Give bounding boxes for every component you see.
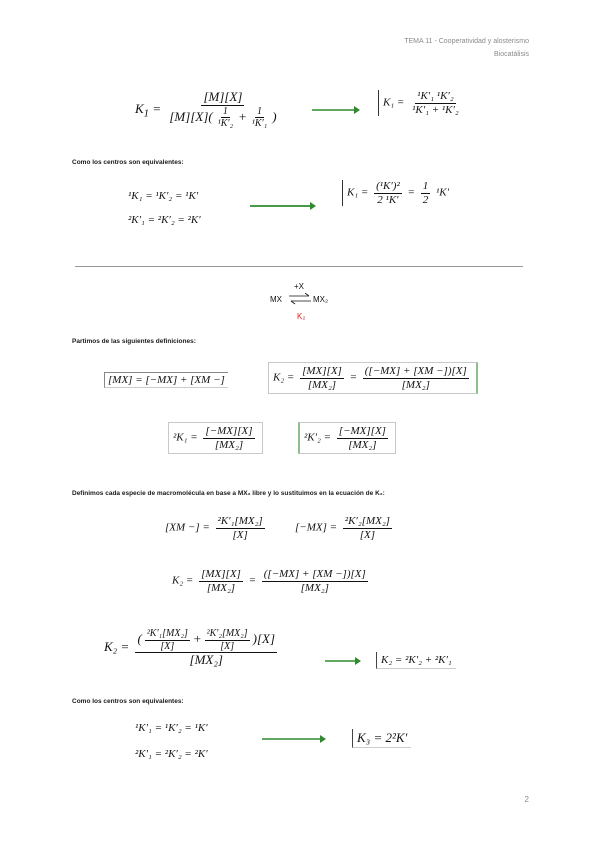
k2-expanded-equation: K₂ = ( $\frac{\text{²K′₁[MX₂]}}{[X]}$ + $\frac{\text{²K′₂[MX₂]}}{[X]}$ )[X] [MX₂] — [104, 628, 276, 667]
header-title: TEMA 11 - Cooperatividad y alosterismo — [404, 38, 529, 45]
k3-result-box: K₃ = 2²K′ — [352, 729, 411, 748]
reaction-constant: K₂ — [297, 312, 306, 321]
mx-species-equation: [−MX] = $\frac{\text{²K′₂[MX₂]}}{[X]}$ — [295, 515, 390, 541]
reaction-left: MX — [270, 295, 282, 304]
k1-fraction: [M][X] [M][X]( $\frac{1}{\text{¹K′₂}}$ + $\frac{1}{\text{¹K′₁}}$ ) — [169, 89, 277, 130]
k1-result-box: K₁ = $\frac{\text{¹K′₁ ¹K′₂}}{\text{¹K′₁ + ¹K′₂}}$ — [378, 90, 464, 116]
final-equivalence-line-2: ²K′₁ = ²K′₂ = ²K′ — [135, 748, 208, 760]
k1-equivalent-result-box: K₁ = $\frac{\text{(¹K′)²}}{\text{2 ¹K′}}$ = $\frac{1}{2}$ ¹K′ — [342, 180, 449, 206]
header-subtitle: Biocatálisis — [493, 51, 529, 58]
reaction-right: MX₂ — [313, 295, 329, 304]
reaction-reagent: +X — [294, 282, 305, 291]
text-definitions: Partimos de las siguientes definiciones: — [72, 338, 196, 345]
arrow-right-icon — [250, 199, 316, 213]
k2-substitution-equation: K₂ = $\frac{[MX][X]}{\text{[MX₂]}}$ = $\frac{([-MX] + [XM -])[X]}{\text{[MX₂]}}$ — [172, 568, 366, 594]
text-species-definition: Definimos cada especie de macromolécula en base a MX₂ libre y lo sustituimos en la ecuación de K₂: — [72, 490, 385, 497]
equilibrium-arrows-icon — [289, 293, 311, 305]
section-divider — [75, 266, 523, 267]
text-equivalent-centers-2: Como los centros son equivalentes: — [72, 698, 184, 705]
final-equivalence-line-1: ¹K′₁ = ¹K′₂ = ¹K′ — [135, 722, 208, 734]
arrow-right-icon — [312, 103, 360, 117]
equation-k1-general: $K_1$ = [M][X] [M][X]( $\frac{1}{\text{¹K′₂}}$ + $\frac{1}{\text{¹K′₁}}$ ) — [135, 89, 277, 130]
k2-result-box: K₂ = ²K′₂ + ²K′₁ — [376, 652, 456, 669]
equivalence-line-1: ¹K₁ = ¹K′₂ = ¹K′ — [128, 190, 199, 202]
equivalence-line-2: ²K′₁ = ²K′₂ = ²K′ — [128, 214, 201, 226]
text-equivalent-centers-1: Como los centros son equivalentes: — [72, 159, 184, 166]
k1-prime-definition-box: ²K₁ = $\frac{[-MX][X]}{\text{[MX₂]}}$ — [168, 422, 263, 454]
k2-definition-box: K₂ = $\frac{[MX][X]}{\text{[MX₂]}}$ = $\frac{([-MX] + [XM -])[X]}{\text{[MX₂]}}$ — [268, 362, 478, 394]
xm-species-equation: [XM −] = $\frac{\text{²K′₁[MX₂]}}{[X]}$ — [165, 515, 263, 541]
k2-prime-definition-box: ²K′₂ = $\frac{[-MX][X]}{\text{[MX₂]}}$ — [298, 422, 396, 454]
mx-definition-box: [MX] = [−MX] + [XM −] — [104, 372, 228, 388]
arrow-right-icon — [325, 654, 361, 668]
page-number: 2 — [524, 795, 529, 804]
arrow-right-icon — [262, 732, 326, 746]
